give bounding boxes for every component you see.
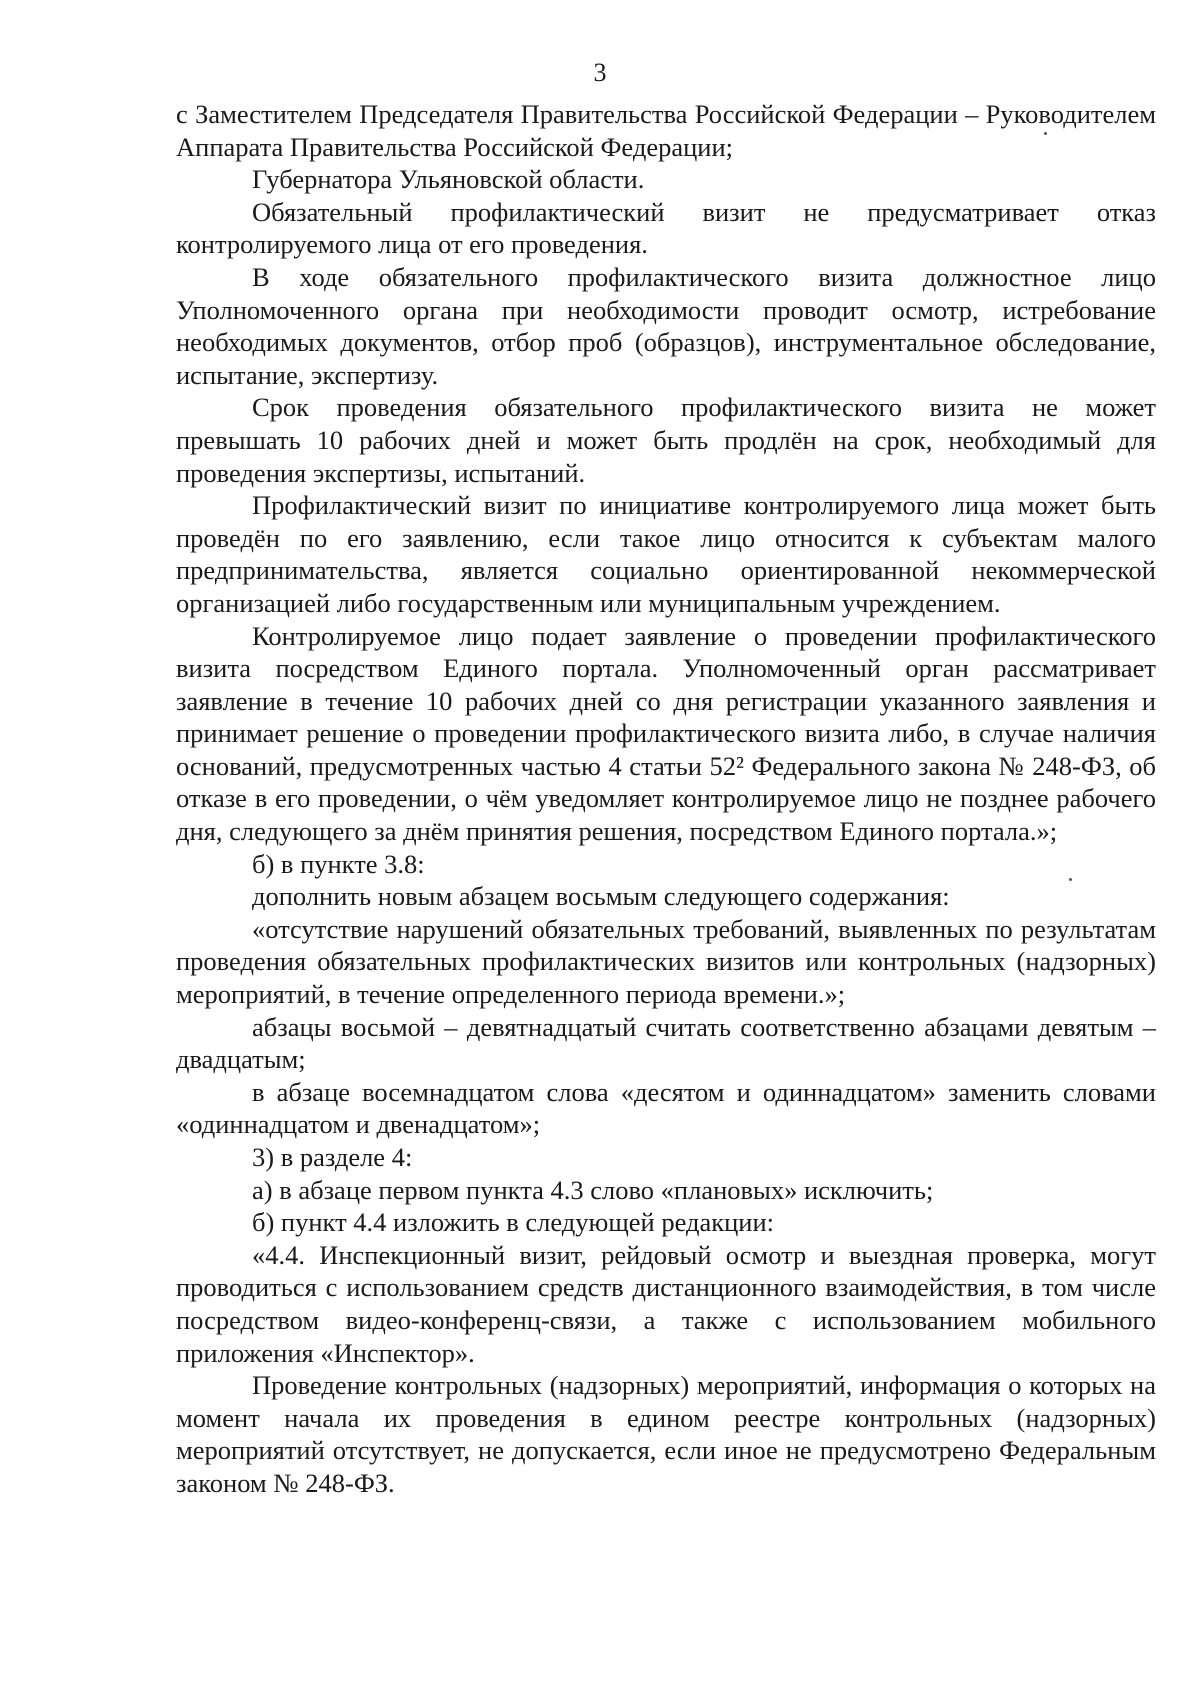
paragraph: Губернатора Ульяновской области. xyxy=(252,164,645,195)
paragraph: абзацы восьмой – девятнадцатый считать соответственно абзацами девятым – двадцатым; xyxy=(176,1011,1156,1075)
paragraph: в абзаце восемнадцатом слова «десятом и одиннадцатом» заменить словами «одиннадцатом и двенадцатом»; xyxy=(176,1076,1156,1140)
paragraph: б) в пункте 3.8: xyxy=(252,848,425,879)
paragraph: В ходе обязательного профилактического визита должностное лицо Уполномоченного органа при необходимости проводит осмотр, истребование необходимых документов, отбор проб (образцов), инструментальное обследование, испытание, экспертизу. xyxy=(176,261,1156,390)
paragraph: «отсутствие нарушений обязательных требований, выявленных по результатам проведения обязательных профилактических визитов или контрольных (надзорных) мероприятий, в течение определенного периода времени.»; xyxy=(176,913,1156,1010)
paragraph: Обязательный профилактический визит не предусматривает отказ контролируемого лица от его проведения. xyxy=(176,196,1156,260)
paragraph: Контролируемое лицо подает заявление о проведении профилактического визита посредством Единого портала. Уполномоченный орган рассматривает заявление в течение 10 рабочих дней со дня регистрации указанного заявления и принимает решение о проведении профилактического визита либо, в случае наличия оснований, предусмотренных частью 4 статьи 52² Федерального закона № 248-ФЗ, об отказе в его проведении, о чём уведомляет контролируемое лицо не позднее рабочего дня, следующего за днём принятия решения, посредством Единого портала.»; xyxy=(176,620,1156,847)
paragraph: а) в абзаце первом пункта 4.3 слово «плановых» исключить; xyxy=(252,1174,934,1205)
paragraph: 3) в разделе 4: xyxy=(252,1142,413,1172)
paragraph: «4.4. Инспекционный визит, рейдовый осмотр и выездная проверка, могут проводиться с использованием средств дистанционного взаимодействия, в том числе посредством видео-конференц-связи, а также с использованием мобильного приложения «Инспектор». xyxy=(176,1239,1156,1368)
paragraph: б) пункт 4.4 изложить в следующей редакции: xyxy=(252,1207,775,1238)
document-body xyxy=(176,98,1156,1500)
paragraph: Профилактический визит по инициативе контролируемого лица может быть проведён по его заявлению, если такое лицо относится к субъектам малого предпринимательства, является социально ориентированной некоммерческой организацией либо государственным или муниципальным учреждением. xyxy=(176,490,1156,618)
paragraph: дополнить новым абзацем восьмым следующего содержания: xyxy=(252,881,950,912)
paragraph: с Заместителем Председателя Правительства Российской Федерации – Руководителем Аппарата Правительства Российской Федерации; xyxy=(176,99,1156,162)
page-number: 3 xyxy=(593,58,607,87)
paragraph: Срок проведения обязательного профилактического визита не может превышать 10 рабочих дней и может быть продлён на срок, необходимый для проведения экспертизы, испытаний. xyxy=(176,392,1156,488)
paragraph: Проведение контрольных (надзорных) мероприятий, информация о которых на момент начала их проведения в едином реестре контрольных (надзорных) мероприятий отсутствует, не допускается, если иное не предусмотрено Федеральным законом № 248-ФЗ. xyxy=(176,1370,1156,1498)
scan-speck xyxy=(1069,878,1072,881)
scan-speck xyxy=(1044,132,1047,135)
